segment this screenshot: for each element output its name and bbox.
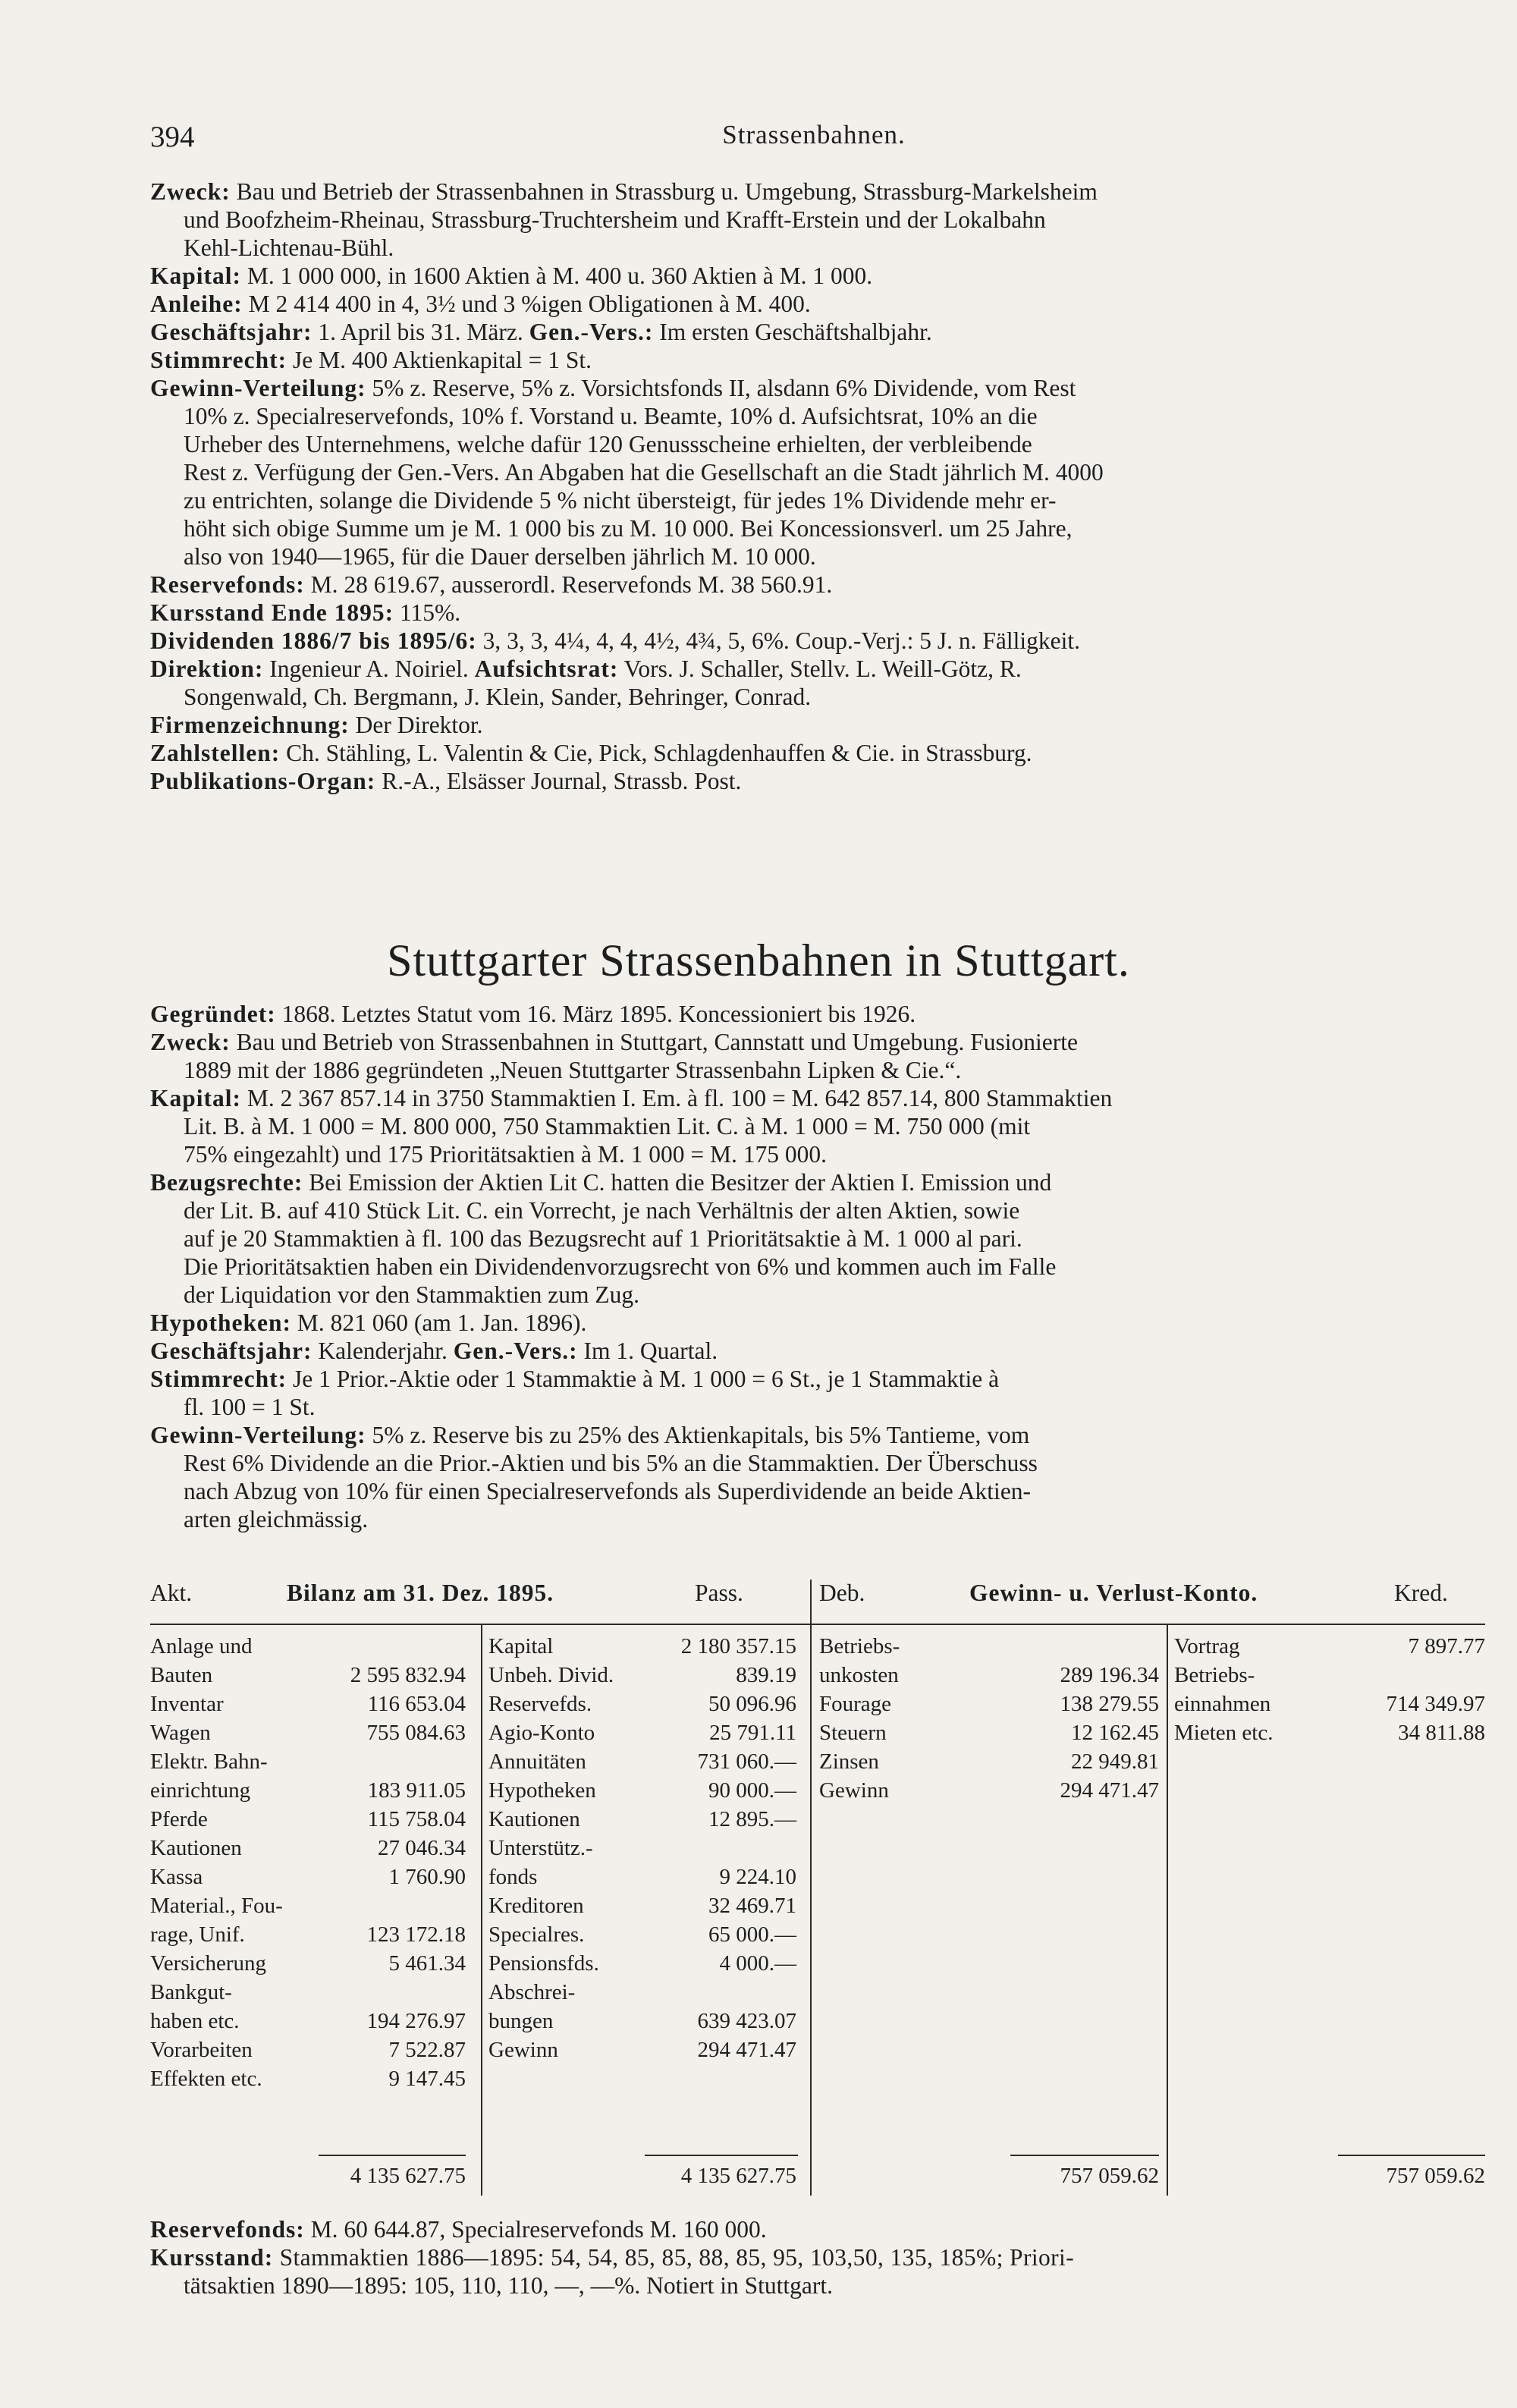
- row-label: Abschrei-: [488, 1980, 576, 2004]
- row-label: Pensionsfds.: [488, 1951, 599, 1976]
- aufsichtsrat-cont: Songenwald, Ch. Bergmann, J. Klein, Sander, Behringer, Conrad.: [184, 684, 812, 710]
- gewinn-verteilung-cont: nach Abzug von 10% für einen Specialreservefonds als Superdividende an beide Aktien-: [184, 1478, 1032, 1504]
- gewinn-verteilung-cont: höht sich obige Summe um je M. 1 000 bis zu M. 10 000. Bei Koncessionsverl. um 25 Jahre,: [184, 515, 1073, 542]
- gewinn-verteilung-line: Gewinn-Verteilung: 5% z. Reserve bis zu 25% des Aktienkapitals, bis 5% Tantieme, vom: [150, 1422, 1030, 1448]
- zahlstellen-line: Zahlstellen: Ch. Stähling, L. Valentin & Cie, Pick, Schlagdenhauffen & Cie. in Strassburg.: [150, 740, 1032, 766]
- row-label: Unterstütz.-: [488, 1836, 593, 1860]
- sum-rule: [1338, 2155, 1485, 2156]
- kursstand-line: Kursstand: Stammaktien 1886—1895: 54, 54, 85, 85, 88, 85, 95, 103,50, 135, 185%; Priori-: [150, 2244, 1075, 2271]
- row-label: Vortrag: [1174, 1634, 1240, 1658]
- geschaeftsjahr-line: Geschäftsjahr: 1. April bis 31. März. Gen.-Vers.: Im ersten Geschäftshalbjahr.: [150, 319, 932, 345]
- row-label: Versicherung: [150, 1951, 267, 1976]
- geschaeftsjahr-line: Geschäftsjahr: Kalenderjahr. Gen.-Vers.: Im 1. Quartal.: [150, 1338, 718, 1364]
- row-label: Inventar: [150, 1692, 224, 1716]
- row-value: 194 276.97: [366, 2009, 466, 2033]
- row-label: Material., Fou-: [150, 1894, 283, 1918]
- row-value: 714 349.97: [1386, 1692, 1485, 1716]
- gewinn-verteilung-cont: 10% z. Specialreservefonds, 10% f. Vorstand u. Beamte, 10% d. Aufsichtsrat, 10% an die: [184, 403, 1038, 429]
- row-label: Agio-Konto: [488, 1721, 595, 1745]
- stimmrecht-line: Stimmrecht: Je 1 Prior.-Aktie oder 1 Stammaktie à M. 1 000 = 6 St., je 1 Stammaktie à: [150, 1366, 1000, 1392]
- firmenzeichnung-line: Firmenzeichnung: Der Direktor.: [150, 712, 483, 738]
- row-label: Wagen: [150, 1721, 211, 1745]
- row-value: 90 000.—: [708, 1778, 796, 1803]
- header-rule: [150, 1624, 1485, 1625]
- deb-heading: Deb.: [819, 1580, 865, 1606]
- row-label: Steuern: [819, 1721, 887, 1745]
- row-value: 34 811.88: [1398, 1721, 1485, 1745]
- zweck-line: Zweck: Bau und Betrieb von Strassenbahnen in Stuttgart, Cannstatt und Umgebung. Fusionierte: [150, 1029, 1078, 1055]
- row-value: 25 791.11: [709, 1721, 796, 1745]
- publikations-organ-line: Publikations-Organ: R.-A., Elsässer Journal, Strassb. Post.: [150, 768, 742, 794]
- row-value: 12 162.45: [1071, 1721, 1159, 1745]
- gewinn-verteilung-line: Gewinn-Verteilung: 5% z. Reserve, 5% z. Vorsichtsfonds II, alsdann 6% Dividende, vom Rest: [150, 375, 1076, 401]
- direktion-line: Direktion: Ingenieur A. Noiriel. Aufsichtsrat: Vors. J. Schaller, Stellv. L. Weill-Götz, R.: [150, 655, 1022, 682]
- gegruendet-line: Gegründet: 1868. Letztes Statut vom 16. März 1895. Koncessioniert bis 1926.: [150, 1001, 916, 1027]
- stimmrecht-line: Stimmrecht: Je M. 400 Aktienkapital = 1 St.: [150, 347, 592, 373]
- divider-bilanz-guv: [810, 1580, 812, 2196]
- row-value: 639 423.07: [697, 2009, 796, 2033]
- row-value: 123 172.18: [366, 1922, 466, 1947]
- row-label: Kassa: [150, 1865, 203, 1889]
- row-value: 4 000.—: [719, 1951, 796, 1976]
- reservefonds-line: Reservefonds: M. 60 644.87, Specialreservefonds M. 160 000.: [150, 2216, 767, 2243]
- row-label: Anlage und: [150, 1634, 253, 1658]
- row-value: 731 060.—: [697, 1749, 796, 1774]
- row-label: Kautionen: [150, 1836, 242, 1860]
- sum-rule: [1010, 2155, 1159, 2156]
- total-credit: 757 059.62: [1386, 2164, 1485, 2188]
- bezugsrechte-cont: auf je 20 Stammaktien à fl. 100 das Bezugsrecht auf 1 Prioritätsaktie à M. 1 000 al pari.: [184, 1225, 1022, 1252]
- row-value: 50 096.96: [708, 1692, 796, 1716]
- dividenden-line: Dividenden 1886/7 bis 1895/6: 3, 3, 3, 4¼, 4, 4, 4½, 4¾, 5, 6%. Coup.-Verj.: 5 J. n. Fälligkeit.: [150, 627, 1081, 654]
- running-title: Strassenbahnen.: [722, 120, 906, 149]
- kapital-line: Kapital: M. 2 367 857.14 in 3750 Stammaktien I. Em. à fl. 100 = M. 642 857.14, 800 Stammaktien: [150, 1085, 1113, 1111]
- row-label: Gewinn: [819, 1778, 889, 1803]
- row-label: unkosten: [819, 1663, 899, 1687]
- row-label: Kapital: [488, 1634, 554, 1658]
- row-label: Effekten etc.: [150, 2067, 262, 2091]
- gewinn-verteilung-cont: Rest 6% Dividende an die Prior.-Aktien und bis 5% an die Stammaktien. Der Überschuss: [184, 1450, 1038, 1476]
- zweck-cont: 1889 mit der 1886 gegründeten „Neuen Stuttgarter Strassenbahn Lipken & Cie.“.: [184, 1057, 962, 1083]
- divider-debit-credit: [1167, 1624, 1168, 2196]
- page-number: 394: [150, 121, 195, 153]
- row-value: 138 279.55: [1060, 1692, 1159, 1716]
- company-title: Stuttgarter Strassenbahnen in Stuttgart.: [387, 935, 1130, 986]
- row-label: Kreditoren: [488, 1894, 584, 1918]
- sum-rule: [319, 2155, 466, 2156]
- kursstand-line: Kursstand Ende 1895: 115%.: [150, 599, 461, 626]
- row-value: 7 897.77: [1408, 1634, 1485, 1658]
- kapital-line: Kapital: M. 1 000 000, in 1600 Aktien à M. 400 u. 360 Aktien à M. 1 000.: [150, 262, 873, 289]
- row-value: 2 595 832.94: [350, 1663, 466, 1687]
- gewinn-verteilung-cont: also von 1940—1965, für die Dauer derselben jährlich M. 10 000.: [184, 543, 816, 570]
- bezugsrechte-cont: der Liquidation vor den Stammaktien zum Zug.: [184, 1281, 639, 1308]
- bezugsrechte-cont: Die Prioritätsaktien haben ein Dividendenvorzugsrecht von 6% und kommen auch im Falle: [184, 1253, 1057, 1280]
- row-label: Pferde: [150, 1807, 208, 1831]
- row-label: Unbeh. Divid.: [488, 1663, 614, 1687]
- gewinn-verteilung-cont: arten gleichmässig.: [184, 1506, 369, 1533]
- row-label: fonds: [488, 1865, 538, 1889]
- row-value: 7 522.87: [388, 2038, 466, 2062]
- kursstand-cont: tätsaktien 1890—1895: 105, 110, 110, —, —%. Notiert in Stuttgart.: [184, 2272, 833, 2299]
- row-label: bungen: [488, 2009, 554, 2033]
- row-label: einnahmen: [1174, 1692, 1271, 1716]
- guv-title: Gewinn- u. Verlust-Konto.: [969, 1580, 1258, 1606]
- reservefonds-line: Reservefonds: M. 28 619.67, ausserordl. Reservefonds M. 38 560.91.: [150, 571, 833, 598]
- pass-heading: Pass.: [695, 1580, 743, 1606]
- gewinn-verteilung-cont: zu entrichten, solange die Dividende 5 % nicht übersteigt, für jedes 1% Dividende mehr er-: [184, 487, 1057, 514]
- total-passiva: 4 135 627.75: [680, 2164, 796, 2188]
- row-label: Zinsen: [819, 1749, 879, 1774]
- row-value: 9 224.10: [719, 1865, 796, 1889]
- bilanz-title: Bilanz am 31. Dez. 1895.: [287, 1580, 554, 1606]
- row-value: 116 653.04: [367, 1692, 466, 1716]
- row-label: haben etc.: [150, 2009, 240, 2033]
- row-label: Betriebs-: [819, 1634, 900, 1658]
- bezugsrechte-cont: der Lit. B. auf 410 Stück Lit. C. ein Vorrecht, je nach Verhältnis der alten Aktien, sowie: [184, 1197, 1020, 1224]
- row-label: einrichtung: [150, 1778, 251, 1803]
- total-debit: 757 059.62: [1060, 2164, 1159, 2188]
- row-value: 289 196.34: [1060, 1663, 1159, 1687]
- kapital-cont: 75% eingezahlt) und 175 Prioritätsaktien à M. 1 000 = M. 175 000.: [184, 1141, 828, 1168]
- kred-heading: Kred.: [1394, 1580, 1448, 1606]
- row-value: 1 760.90: [388, 1865, 466, 1889]
- zweck-line: Zweck: Bau und Betrieb der Strassenbahnen in Strassburg u. Umgebung, Strassburg-Markelsheim: [150, 178, 1098, 205]
- anleihe-line: Anleihe: M 2 414 400 in 4, 3½ und 3 %igen Obligationen à M. 400.: [150, 291, 811, 317]
- akt-heading: Akt.: [150, 1580, 193, 1606]
- row-value: 32 469.71: [708, 1894, 796, 1918]
- row-value: 294 471.47: [1060, 1778, 1159, 1803]
- row-value: 755 084.63: [366, 1721, 466, 1745]
- row-label: Bankgut-: [150, 1980, 232, 2004]
- row-label: Fourage: [819, 1692, 892, 1716]
- row-label: Elektr. Bahn-: [150, 1749, 268, 1774]
- page-header: [150, 120, 1478, 158]
- kapital-cont: Lit. B. à M. 1 000 = M. 800 000, 750 Stammaktien Lit. C. à M. 1 000 = M. 750 000 (mit: [184, 1113, 1031, 1140]
- zweck-cont: und Boofzheim-Rheinau, Strassburg-Truchtersheim und Krafft-Erstein und der Lokalbahn: [184, 206, 1046, 233]
- row-value: 22 949.81: [1071, 1749, 1159, 1774]
- row-label: Mieten etc.: [1174, 1721, 1274, 1745]
- row-label: rage, Unif.: [150, 1922, 245, 1947]
- row-label: Kautionen: [488, 1807, 580, 1831]
- row-value: 294 471.47: [697, 2038, 796, 2062]
- row-label: Vorarbeiten: [150, 2038, 253, 2062]
- row-value: 65 000.—: [708, 1922, 796, 1947]
- row-label: Annuitäten: [488, 1749, 586, 1774]
- stimmrecht-cont: fl. 100 = 1 St.: [184, 1394, 316, 1420]
- divider-aktiva-passiva: [481, 1624, 482, 2196]
- row-value: 9 147.45: [388, 2067, 466, 2091]
- row-label: Bauten: [150, 1663, 213, 1687]
- row-value: 5 461.34: [388, 1951, 466, 1976]
- row-value: 2 180 357.15: [680, 1634, 796, 1658]
- row-value: 839.19: [736, 1663, 796, 1687]
- gewinn-verteilung-cont: Rest z. Verfügung der Gen.-Vers. An Abgaben hat die Gesellschaft an die Stadt jährlich M. 4000: [184, 459, 1104, 486]
- hypotheken-line: Hypotheken: M. 821 060 (am 1. Jan. 1896).: [150, 1309, 587, 1336]
- row-label: Hypotheken: [488, 1778, 596, 1803]
- row-value: 12 895.—: [708, 1807, 796, 1831]
- total-aktiva: 4 135 627.75: [350, 2164, 466, 2188]
- row-label: Gewinn: [488, 2038, 558, 2062]
- row-label: Specialres.: [488, 1922, 585, 1947]
- row-label: Betriebs-: [1174, 1663, 1255, 1687]
- row-value: 115 758.04: [367, 1807, 466, 1831]
- row-value: 27 046.34: [378, 1836, 466, 1860]
- sum-rule: [645, 2155, 798, 2156]
- row-label: Reservefds.: [488, 1692, 592, 1716]
- gewinn-verteilung-cont: Urheber des Unternehmens, welche dafür 120 Genussscheine erhielten, der verbleibende: [184, 431, 1032, 457]
- row-value: 183 911.05: [367, 1778, 466, 1803]
- bezugsrechte-line: Bezugsrechte: Bei Emission der Aktien Lit C. hatten die Besitzer der Aktien I. Emission und: [150, 1169, 1052, 1196]
- zweck-cont: Kehl-Lichtenau-Bühl.: [184, 234, 394, 261]
